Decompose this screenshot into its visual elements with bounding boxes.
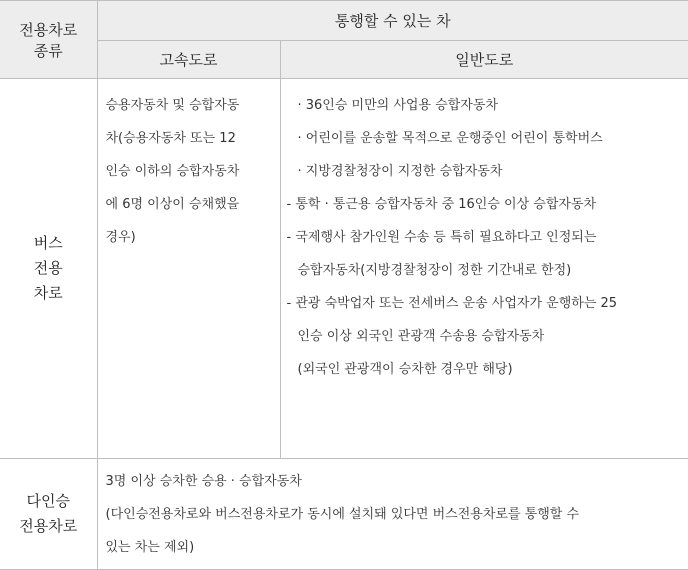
highway-text-line: 차(승용자동차 또는 12 — [105, 131, 236, 146]
bus-lane-general-road — [280, 79, 688, 459]
highway-text-line: 승용자동차 및 승합자동 — [105, 98, 240, 113]
bus-lane-name-line: 버스 — [33, 234, 63, 252]
category-header-line1: 전용차로 — [19, 20, 78, 39]
multi-lane-name-line: 다인승 — [26, 492, 70, 510]
category-header — [0, 1, 97, 79]
multi-lane-name-line: 전용차로 — [19, 517, 78, 535]
table-row — [0, 79, 688, 459]
general-list-item: 승합자동차(지방경찰청장이 정한 기간내로 한정) — [297, 263, 572, 278]
allowed-vehicles-header: 통행할 수 있는 차 — [97, 1, 688, 41]
highway-text-line: 에 6명 이상이 승채했을 — [105, 197, 240, 212]
general-road-header: 일반도로 — [280, 41, 688, 79]
general-list-item: · 어린이를 운송할 목적으로 운행중인 어린이 통학버스 — [297, 131, 603, 146]
general-list-item: · 지방경찰청장이 지정한 승합자동차 — [297, 164, 503, 179]
highway-text-line: 인승 이하의 승합자동차 — [105, 164, 240, 179]
bus-lane-name-line: 전용 — [33, 259, 63, 277]
table-row — [0, 459, 688, 570]
multi-occupancy-lane-allowed — [97, 459, 688, 570]
multi-lane-text-line: 있는 차는 제외) — [105, 540, 195, 555]
bus-lane-name-line: 차로 — [33, 284, 63, 302]
general-list-item: (외국인 관광객이 승차한 경우만 해당) — [297, 362, 513, 377]
general-list-item: 인승 이상 외국인 관광객 수송용 승합자동차 — [297, 329, 545, 344]
general-list-item: - 국제행사 참가인원 수송 등 특히 필요하다고 인정되는 — [286, 230, 597, 245]
category-header-line2: 종류 — [33, 41, 63, 60]
general-list-item: - 관광 숙박업자 또는 전세버스 운송 사업자가 운행하는 25 — [286, 296, 618, 311]
highway-text-line: 경우) — [105, 230, 136, 245]
multi-lane-text-line: 3명 이상 승차한 승용 · 승합자동차 — [105, 474, 302, 489]
multi-occupancy-lane-name — [0, 459, 97, 570]
general-list-item: · 36인승 미만의 사업용 승합자동차 — [297, 98, 498, 113]
bus-lane-name — [0, 79, 97, 459]
highway-header: 고속도로 — [97, 41, 280, 79]
general-list-item: - 통학 · 통근용 승합자동차 중 16인승 이상 승합자동차 — [286, 197, 597, 212]
bus-lane-highway — [97, 79, 280, 459]
multi-lane-text-line: (다인승전용차로와 버스전용차로가 동시에 설치돼 있다면 버스전용차로를 통행할 수 — [105, 507, 580, 522]
